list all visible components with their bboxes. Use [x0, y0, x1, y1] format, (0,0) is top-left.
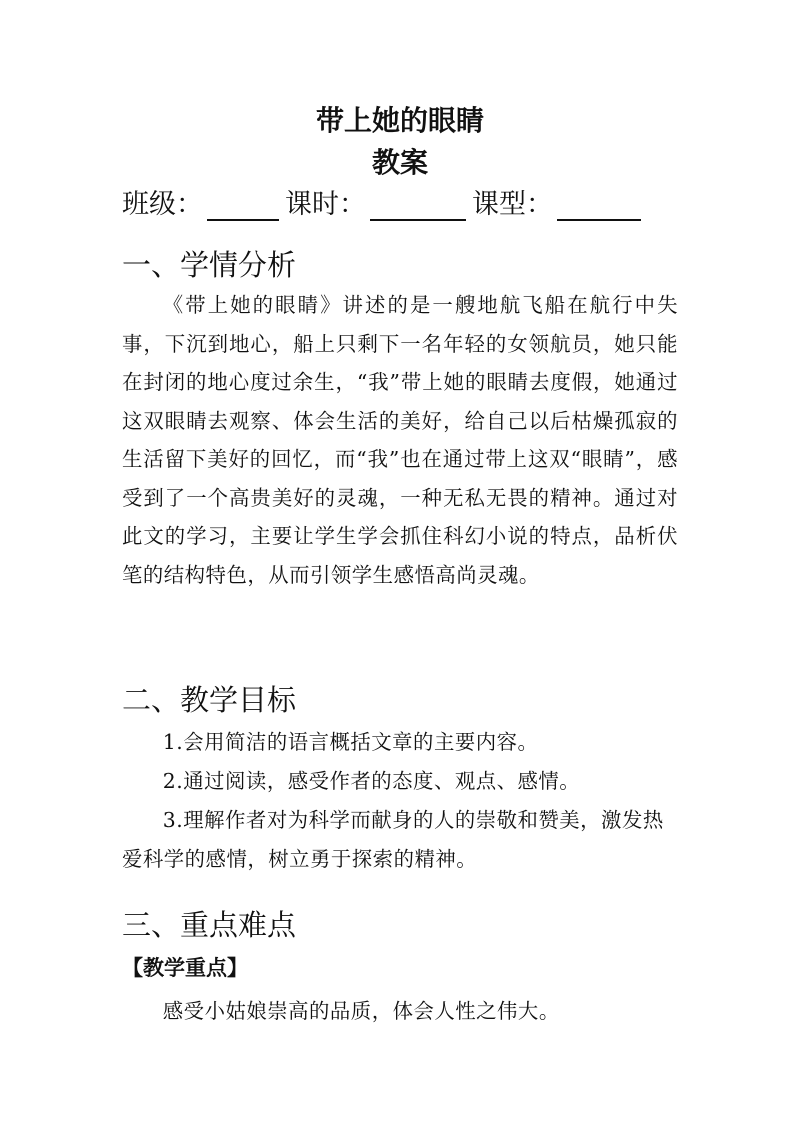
document-title: 带上她的眼睛	[315, 104, 484, 137]
objective-item-1: 1.会用简洁的语言概括文章的主要内容。	[162, 730, 539, 754]
key-point-label: 【教学重点】	[122, 956, 248, 980]
document-subtitle: 教案	[371, 146, 428, 179]
period-label: 课时：	[285, 189, 366, 220]
objective-item-3: 3.理解作者对为科学而献身的人的崇敬和赞美，激发热爱科学的感情，树立勇于探索的精神。	[122, 808, 664, 871]
objective-item-2: 2.通过阅读，感受作者的态度、观点、感情。	[162, 769, 581, 793]
meta-line	[122, 185, 682, 225]
period-blank	[370, 189, 466, 221]
type-blank	[557, 189, 641, 221]
analysis-paragraph: 《带上她的眼睛》讲述的是一艘地航飞船在航行中失事，下沉到地心，船上只剩下一名年轻的女领航员，她只能在封闭的地心度过余生，“我”带上她的眼睛去度假，她通过这双眼睛去观察、体会生活的美好，给自己以后枯燥孤寂的生活留下美好的回忆，而“我”也在通过带上这双“眼睛”，感受到了一个高贵美好的灵魂，一种无私无畏的精神。通过对此文的学习，主要让学生学会抓住科幻小说的特点，品析伏笔的结构特色，从而引领学生感悟高尚灵魂。	[122, 293, 678, 587]
class-label: 班级：	[122, 189, 203, 220]
section-heading-analysis: 一、学情分析	[122, 248, 297, 282]
key-point-text: 感受小姑娘崇高的品质，体会人性之伟大。	[162, 999, 560, 1023]
section-heading-objectives: 二、教学目标	[122, 683, 297, 717]
class-blank	[207, 189, 279, 221]
section-heading-key-points: 三、重点难点	[122, 908, 297, 942]
type-label: 课型：	[472, 189, 553, 220]
